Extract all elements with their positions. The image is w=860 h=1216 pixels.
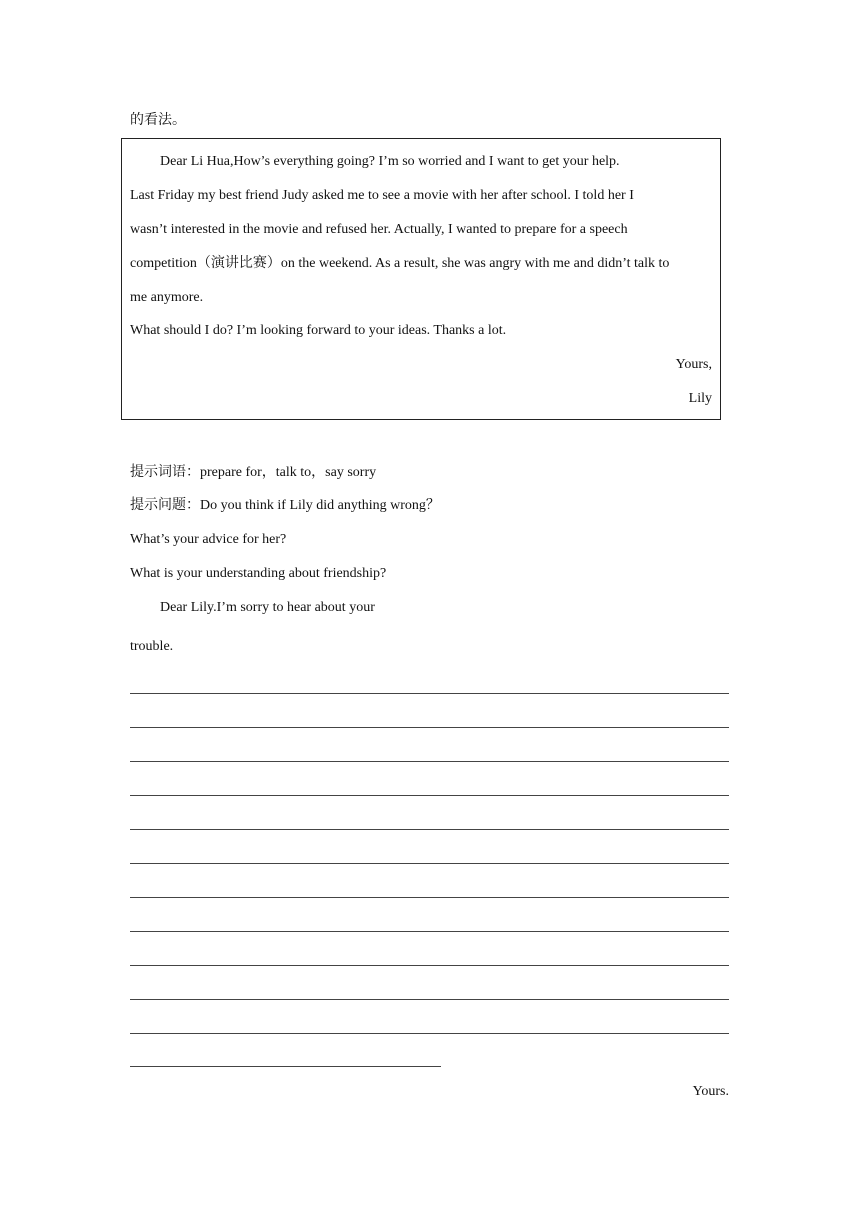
hint-words: 提示词语：prepare for，talk to，say sorry (130, 465, 377, 480)
instruction-text: 的看法。 (130, 113, 186, 128)
writing-line[interactable] (130, 727, 729, 728)
writing-line[interactable] (130, 1033, 729, 1034)
letter-line: competition（演讲比赛）on the weekend. As a result, she was angry with me and didn’t talk to (130, 256, 670, 271)
letter-line: Last Friday my best friend Judy asked me to see a movie with her after school. I told her I (130, 188, 634, 203)
writing-line[interactable] (130, 795, 729, 796)
writing-line[interactable] (130, 965, 729, 966)
writing-line[interactable] (130, 931, 729, 932)
writing-line[interactable] (130, 897, 729, 898)
writing-line[interactable] (130, 999, 729, 1000)
writing-line-last[interactable] (130, 1066, 441, 1067)
letter-box (121, 138, 721, 420)
letter-line: wasn’t interested in the movie and refused her. Actually, I wanted to prepare for a speech (130, 222, 628, 237)
writing-line[interactable] (130, 863, 729, 864)
writing-line[interactable] (130, 693, 729, 694)
hint-question: What is your understanding about friendship? (130, 566, 387, 581)
letter-greeting: Dear Li Hua,How’s everything going? I’m so worried and I want to get your help. (160, 154, 620, 169)
writing-line[interactable] (130, 829, 729, 830)
hint-question: 提示问题：Do you think if Lily did anything wrong？ (130, 498, 440, 513)
answer-closing: Yours. (692, 1084, 729, 1099)
writing-line[interactable] (130, 761, 729, 762)
letter-line: me anymore. (130, 290, 204, 305)
letter-line: What should I do? I’m looking forward to your ideas. Thanks a lot. (130, 323, 507, 338)
letter-closing: Yours, (675, 357, 712, 372)
letter-signature: Lily (688, 391, 712, 406)
answer-opening-continued: trouble. (130, 639, 174, 654)
hint-question: What’s your advice for her? (130, 532, 287, 547)
answer-opening: Dear Lily.I’m sorry to hear about your (160, 600, 375, 615)
